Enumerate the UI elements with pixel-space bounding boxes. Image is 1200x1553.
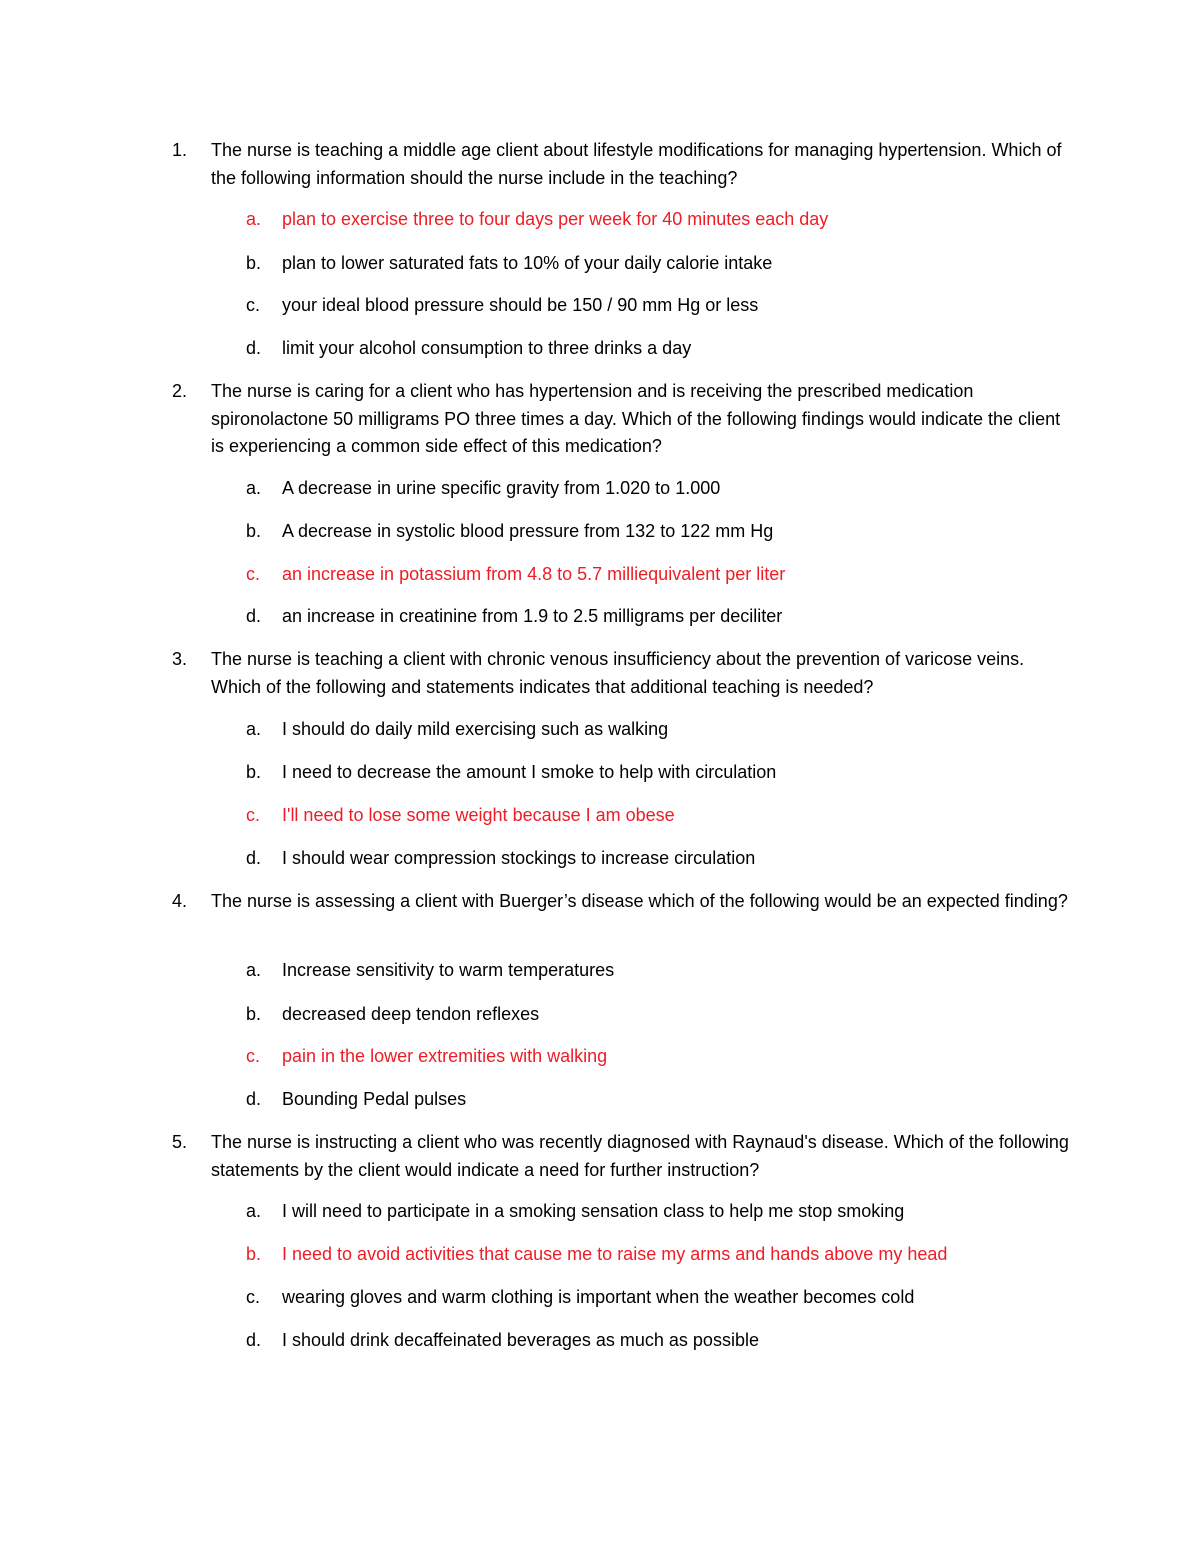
option-letter: a. xyxy=(246,209,262,229)
answer-option xyxy=(0,716,1200,744)
option-letter: c. xyxy=(246,1046,261,1066)
option-letter: c. xyxy=(246,1287,261,1307)
answer-option xyxy=(0,957,1200,985)
option-letter: b. xyxy=(246,762,262,782)
option-text: I will need to participate in a smoking sensation class to help me stop smoking xyxy=(282,1201,905,1221)
answer-option xyxy=(0,335,1200,363)
question-text: The nurse is assessing a client with Buerger’s disease which of the following would be an expected finding? xyxy=(211,891,1068,911)
answer-option-correct xyxy=(0,802,1200,830)
question-number: 5. xyxy=(172,1132,188,1152)
option-letter: a. xyxy=(246,478,262,498)
question-number: 1. xyxy=(172,140,188,160)
answer-option xyxy=(0,1327,1200,1355)
option-text: pain in the lower extremities with walking xyxy=(282,1046,608,1066)
option-letter: a. xyxy=(246,1201,262,1221)
option-text: decreased deep tendon reflexes xyxy=(282,1004,540,1024)
answer-option xyxy=(0,1198,1200,1226)
option-letter: c. xyxy=(246,805,261,825)
answer-option-correct xyxy=(0,1241,1200,1269)
question-number: 3. xyxy=(172,649,188,669)
answer-option xyxy=(0,1001,1200,1029)
option-letter: d. xyxy=(246,338,262,358)
option-letter: c. xyxy=(246,564,261,584)
answer-option xyxy=(0,845,1200,873)
question-text: The nurse is instructing a client who was recently diagnosed with Raynaud's disease. Which of the following statements by the client would indicate a need for further instruction? xyxy=(211,1132,1069,1180)
option-letter: b. xyxy=(246,1244,262,1264)
option-letter: d. xyxy=(246,1330,262,1350)
question-number: 2. xyxy=(172,381,188,401)
answer-option xyxy=(0,759,1200,787)
option-text: I need to avoid activities that cause me to raise my arms and hands above my head xyxy=(282,1244,948,1264)
option-letter: b. xyxy=(246,1004,262,1024)
option-letter: a. xyxy=(246,719,262,739)
option-letter: b. xyxy=(246,521,262,541)
answer-option xyxy=(0,603,1200,631)
answer-option xyxy=(0,518,1200,546)
option-letter: b. xyxy=(246,253,262,273)
answer-option-correct xyxy=(0,206,1200,234)
option-text: I should wear compression stockings to increase circulation xyxy=(282,848,756,868)
option-text: I should do daily mild exercising such as walking xyxy=(282,719,669,739)
option-text: plan to lower saturated fats to 10% of your daily calorie intake xyxy=(282,253,773,273)
answer-option-correct xyxy=(0,561,1200,589)
option-text: Bounding Pedal pulses xyxy=(282,1089,467,1109)
option-letter: d. xyxy=(246,606,262,626)
option-text: A decrease in urine specific gravity from 1.020 to 1.000 xyxy=(282,478,721,498)
option-text: wearing gloves and warm clothing is important when the weather becomes cold xyxy=(282,1287,915,1307)
option-text: an increase in creatinine from 1.9 to 2.5 milligrams per deciliter xyxy=(282,606,783,626)
option-letter: c. xyxy=(246,295,261,315)
answer-option xyxy=(0,475,1200,503)
option-text: I'll need to lose some weight because I am obese xyxy=(282,805,675,825)
question-text: The nurse is caring for a client who has hypertension and is receiving the prescribed medication spironolactone 50 milligrams PO three times a day. Which of the following findings would indicate the client is experiencing a common side effect of this medication? xyxy=(211,381,1061,456)
question-number: 4. xyxy=(172,891,188,911)
question-text: The nurse is teaching a client with chronic venous insufficiency about the prevention of varicose veins. Which of the following and statements indicates that additional teaching is needed? xyxy=(211,649,1025,697)
option-letter: a. xyxy=(246,960,262,980)
option-text: A decrease in systolic blood pressure from 132 to 122 mm Hg xyxy=(282,521,774,541)
answer-option xyxy=(0,1086,1200,1114)
answer-option xyxy=(0,250,1200,278)
option-text: Increase sensitivity to warm temperatures xyxy=(282,960,615,980)
answer-option xyxy=(0,292,1200,320)
option-text: I need to decrease the amount I smoke to help with circulation xyxy=(282,762,777,782)
option-letter: d. xyxy=(246,1089,262,1109)
option-text: I should drink decaffeinated beverages as much as possible xyxy=(282,1330,759,1350)
option-text: limit your alcohol consumption to three drinks a day xyxy=(282,338,692,358)
option-text: an increase in potassium from 4.8 to 5.7 milliequivalent per liter xyxy=(282,564,786,584)
option-text: plan to exercise three to four days per week for 40 minutes each day xyxy=(282,209,829,229)
question-text: The nurse is teaching a middle age client about lifestyle modifications for managing hypertension. Which of the following information should the nurse include in the teaching? xyxy=(211,140,1062,188)
answer-option-correct xyxy=(0,1043,1200,1071)
answer-option xyxy=(0,1284,1200,1312)
option-letter: d. xyxy=(246,848,262,868)
option-text: your ideal blood pressure should be 150 / 90 mm Hg or less xyxy=(282,295,759,315)
